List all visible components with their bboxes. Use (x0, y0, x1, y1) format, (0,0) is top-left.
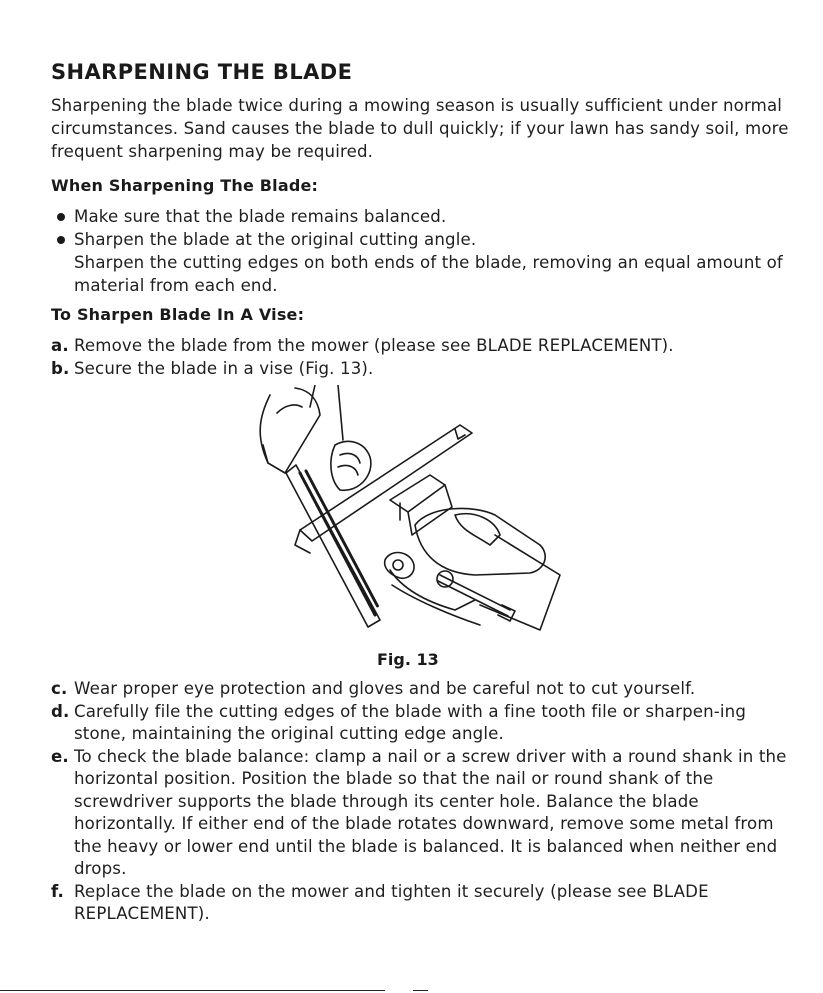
bullet-text: Sharpen the blade at the original cutting angle. (74, 230, 477, 249)
step-item (51, 746, 791, 881)
step-marker: e. (51, 746, 69, 766)
sharpening-bullet-list (51, 205, 791, 297)
step-marker: c. (51, 679, 68, 698)
step-marker: a. (51, 336, 69, 355)
step-marker: b. (51, 358, 70, 378)
step-text: Wear proper eye protection and gloves and be careful not to cut yourself. (74, 679, 696, 698)
bullet-dot-icon (57, 236, 65, 244)
bullet-note (51, 251, 791, 297)
step-text: Replace the blade on the mower and tighten it securely (please see BLADE REPLACEMENT). (74, 881, 709, 923)
bullet-note-text: Sharpen the cutting edges on both ends of the blade, removing an equal amount of material from each end. (74, 253, 783, 295)
bullet-item (51, 228, 791, 251)
step-item (51, 335, 791, 358)
section-title: SHARPENING THE BLADE (51, 60, 353, 84)
step-item (51, 881, 791, 926)
when-sharpening-heading: When Sharpening The Blade: (51, 176, 319, 195)
figure-caption: Fig. 13 (377, 650, 439, 669)
step-text: Remove the blade from the mower (please see BLADE REPLACEMENT). (74, 336, 674, 355)
step-item (51, 678, 791, 701)
step-text: Secure the blade in a vise (Fig. 13). (74, 358, 374, 378)
step-marker: f. (51, 881, 64, 901)
intro-paragraph: Sharpening the blade twice during a mowing season is usually sufficient under normal circumstances. Sand causes the blade to dull quickly; if your lawn has sandy soil, more frequent sharpening may be required. (51, 96, 789, 161)
step-item (51, 358, 791, 381)
steps-list-before-figure (51, 335, 791, 380)
vise-heading: To Sharpen Blade In A Vise: (51, 305, 305, 324)
footer-rule (0, 990, 385, 991)
blade-in-vise-illustration (240, 385, 570, 645)
steps-list-after-figure (51, 678, 791, 926)
bullet-text: Make sure that the blade remains balanced. (74, 207, 447, 226)
bullet-item (51, 205, 791, 228)
step-marker: d. (51, 701, 70, 721)
step-text: Carefully file the cutting edges of the blade with a fine tooth file or sharpen-ing stone, maintaining the original cutting edge angle. (74, 701, 747, 743)
footer-page-dash (413, 990, 428, 991)
bullet-dot-icon (57, 213, 65, 221)
step-item (51, 701, 791, 746)
step-text: To check the blade balance: clamp a nail or a screw driver with a round shank in the horizontal position. Position the blade so that the nail or round shank of the screwdriver supports the blade through its center hole. Balance the blade horizontally. If either end of the blade rotates downward, remove some metal from the heavy or lower end until the blade is balanced. It is balanced when neither end drops. (74, 746, 787, 878)
